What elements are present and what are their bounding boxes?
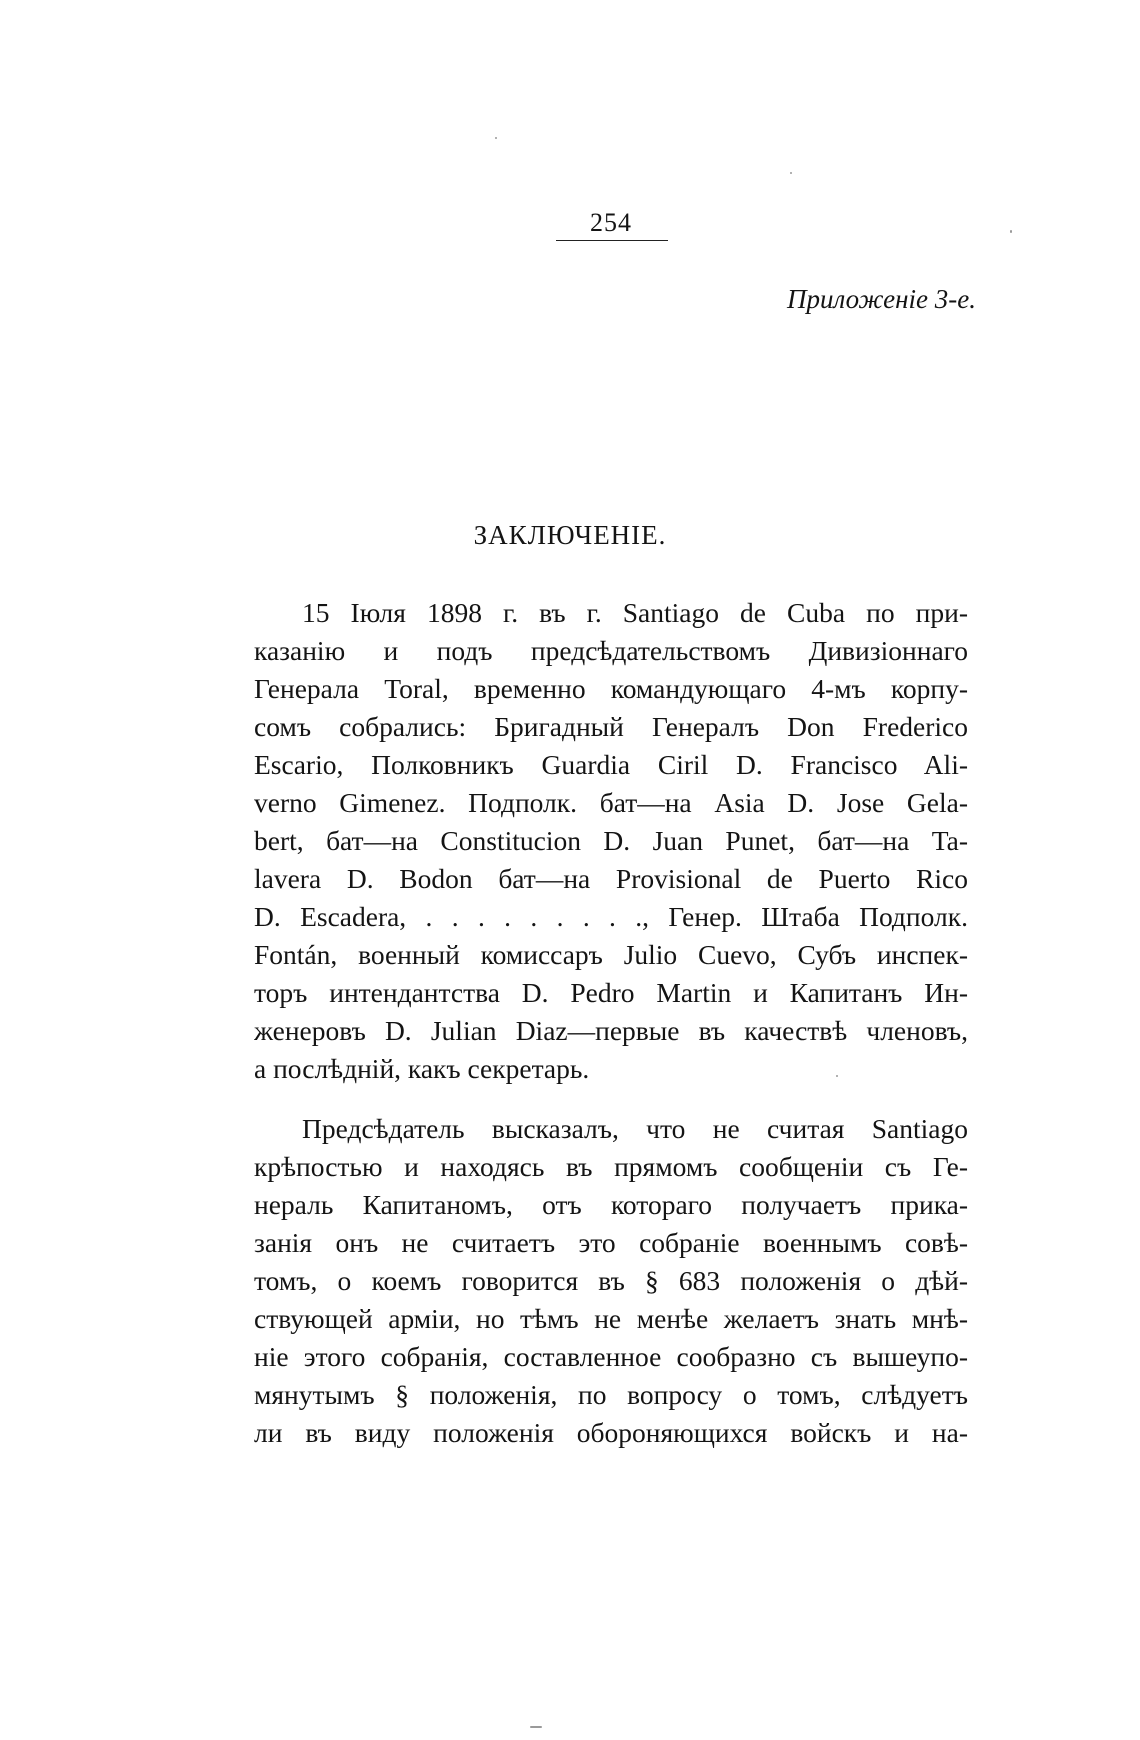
text-line: а послѣдній, какъ секретарь. (254, 1053, 590, 1084)
text-line: сомъ собрались: Бригадный Генералъ Don Frederico (254, 711, 968, 742)
text-line: Генерала Toral, временно командующаго 4-мъ корпу- (254, 673, 968, 704)
text-line: казанію и подъ предсѣдательствомъ Дивизіоннаго (254, 635, 968, 666)
text-line: томъ, о коемъ говорится въ § 683 положенія о дѣй- (254, 1265, 968, 1296)
section-heading: ЗАКЛЮЧЕНІЕ. (473, 520, 667, 550)
text-line: lavera D. Bodon бат—на Provisional de Puerto Rico (254, 863, 968, 894)
text-line: женеровъ D. Julian Diaz—первые въ качествѣ членовъ, (254, 1015, 968, 1046)
scan-speck (790, 172, 792, 174)
text-line: Предсѣдатель высказалъ, что не считая Santiago (302, 1113, 968, 1144)
page-number: 254 (590, 208, 632, 237)
text-line: ли въ виду положенія обороняющихся войскъ и на- (254, 1417, 968, 1448)
scan-speck (836, 1075, 838, 1077)
text-line: торъ интендантства D. Pedro Martin и Капитанъ Ин- (254, 977, 968, 1008)
text-line: нераль Капитаномъ, отъ котораго получаетъ прика- (254, 1189, 968, 1220)
text-line: крѣпостью и находясь въ прямомъ сообщеніи съ Ге- (254, 1151, 968, 1182)
text-line: bert, бат—на Constitucion D. Juan Punet, бат—на Ta- (254, 825, 968, 856)
text-line: ствующей арміи, но тѣмъ не менѣе желаетъ знать мнѣ- (254, 1303, 968, 1334)
text-line: мянутымъ § положенія, по вопросу о томъ, слѣдуетъ (254, 1379, 968, 1410)
paragraph-2 (254, 1110, 968, 1452)
paragraph-1 (254, 594, 968, 1088)
scan-speck (1010, 230, 1012, 233)
page-number-underline (556, 240, 668, 241)
appendix-label: Приложеніе 3-е. (786, 284, 976, 314)
text-line: verno Gimenez. Подполк. бат—на Asia D. Jose Gela- (254, 787, 968, 818)
text-line: D. Escadera, . . . . . . . . ., Генер. Штаба Подполк. (254, 901, 968, 932)
text-line: 15 Іюля 1898 г. въ г. Santiago de Cuba по при- (302, 597, 968, 628)
text-line: ніе этого собранія, составленное сообразно съ вышеупо- (254, 1341, 968, 1372)
text-line: Escario, Полковникъ Guardia Ciril D. Francisco Ali- (254, 749, 968, 780)
scan-speck (495, 137, 497, 139)
text-line: занія онъ не считаетъ это собраніе военнымъ совѣ- (254, 1227, 968, 1258)
text-line: Fontán, военный комиссаръ Julio Cuevo, Субъ инспек- (254, 939, 968, 970)
scan-speck (530, 1726, 542, 1728)
